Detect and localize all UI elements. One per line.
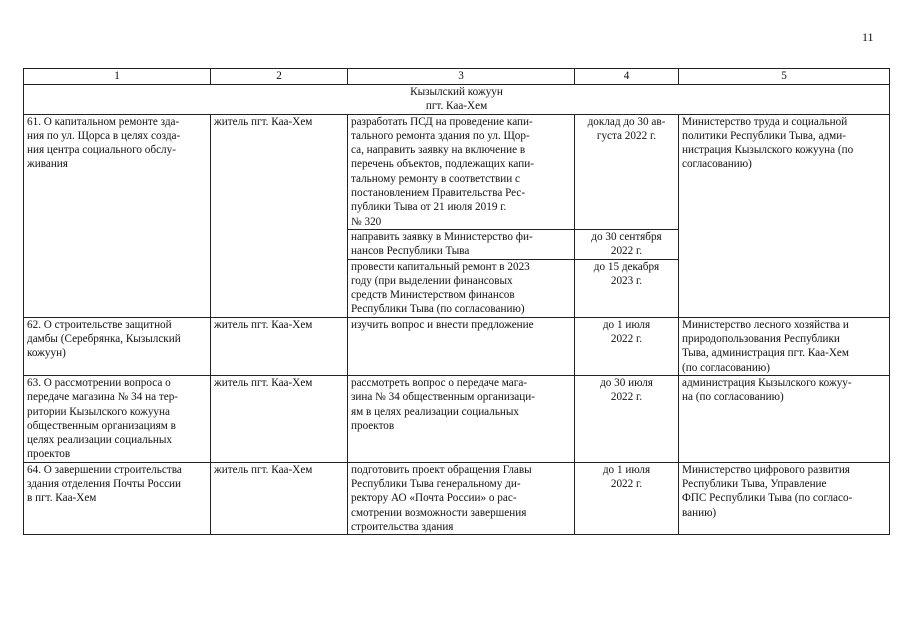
action-cell	[348, 375, 575, 462]
cell-line: зина № 34 общественным организаци-	[351, 391, 535, 404]
item-cell	[24, 462, 211, 534]
cell-line: 61. О капитальном ремонте зда-	[27, 115, 180, 128]
table-row	[24, 375, 890, 462]
cell-line: строительства здания	[351, 520, 454, 533]
cell-line: постановлением Правительства Рес-	[351, 187, 526, 200]
table-row	[24, 317, 890, 375]
cell-line: разработать ПСД на проведение капи-	[351, 115, 533, 128]
page-number: 11	[862, 30, 874, 44]
action-cell	[348, 114, 575, 229]
cell-line: направить заявку в Министерство фи-	[351, 230, 533, 243]
cell-line: провести капитальный ремонт в 2023	[351, 260, 530, 273]
cell-line: 2022 г.	[610, 478, 643, 491]
column-number-5: 5	[679, 69, 890, 85]
cell-line: Министерство труда и социальной	[682, 115, 848, 128]
deadline-cell	[575, 114, 679, 229]
initiator-cell	[211, 317, 348, 375]
deadline-cell	[575, 317, 679, 375]
cell-line: ния по ул. Щорса в целях созда-	[27, 129, 181, 142]
cell-line: рассмотреть вопрос о передаче мага-	[351, 376, 528, 389]
cell-line: до 30 июля	[600, 376, 653, 389]
cell-line: передаче магазина № 34 на тер-	[27, 391, 179, 404]
cell-line: (по согласованию)	[682, 361, 770, 374]
cell-line: проектов	[351, 419, 395, 432]
deadline-cell	[575, 462, 679, 534]
cell-line: на (по согласованию)	[682, 391, 784, 404]
action-cell	[348, 317, 575, 375]
deadline-cell	[575, 229, 679, 259]
cell-line: до 1 июля	[602, 318, 651, 331]
cell-line: житель пгт. Каа-Хем	[214, 115, 313, 128]
cell-line: изучить вопрос и внести предложение	[351, 318, 534, 331]
cell-line: нистрация Кызылского кожууна (по	[682, 144, 854, 157]
cell-line: 62. О строительстве защитной	[27, 318, 172, 331]
item-cell	[24, 114, 211, 317]
region-header	[24, 85, 890, 115]
cell-line: ФПС Республики Тыва (по согласо-	[682, 492, 853, 505]
cell-line: общественным организациям в	[27, 419, 176, 432]
responsible-cell	[679, 462, 890, 534]
cell-line: 64. О завершении строительства	[27, 463, 182, 476]
cell-line: году (при выделении финансовых	[351, 274, 513, 287]
cell-line: 2022 г.	[610, 333, 643, 346]
cell-line: здания отделения Почты России	[27, 478, 182, 491]
column-number-2: 2	[211, 69, 348, 85]
action-cell	[348, 462, 575, 534]
cell-line: ванию)	[682, 506, 717, 519]
cell-line: целях реализации социальных	[27, 434, 172, 447]
cell-line: дамбы (Серебрянка, Кызылский	[27, 333, 181, 346]
deadline-cell	[575, 259, 679, 317]
cell-line: Министерство цифрового развития	[682, 463, 850, 476]
cell-line: до 30 сентября	[591, 230, 662, 243]
cell-line: администрация Кызылского кожуу-	[682, 376, 852, 389]
region-name: Кызылский кожуун	[410, 86, 503, 98]
cell-line: подготовить проект обращения Главы	[351, 463, 532, 476]
region-row	[24, 85, 890, 115]
cell-line: 2022 г.	[610, 391, 643, 404]
cell-line: са, направить заявку на включение в	[351, 144, 526, 157]
column-number-3: 3	[348, 69, 575, 85]
cell-line: согласованию)	[682, 158, 752, 171]
cell-line: густа 2022 г.	[596, 129, 657, 142]
cell-line: проектов	[27, 448, 71, 461]
table-row	[24, 114, 890, 229]
column-number-row	[24, 69, 890, 85]
item-cell	[24, 317, 211, 375]
cell-line: 2022 г.	[610, 245, 643, 258]
cell-line: природопользования Республики	[682, 333, 840, 346]
cell-line: кожуун)	[27, 347, 66, 360]
cell-line: житель пгт. Каа-Хем	[214, 376, 313, 389]
column-number-4: 4	[575, 69, 679, 85]
cell-line: тального ремонта здания по ул. Щор-	[351, 129, 530, 142]
column-number-1: 1	[24, 69, 211, 85]
cell-line: ректору АО «Почта России» о рас-	[351, 492, 517, 505]
cell-line: ритории Кызылского кожууна	[27, 405, 170, 418]
cell-line: доклад до 30 ав-	[587, 115, 666, 128]
cell-line: политики Республики Тыва, адми-	[682, 129, 846, 142]
responsible-cell	[679, 317, 890, 375]
responsible-cell	[679, 114, 890, 317]
cell-line: живания	[27, 158, 68, 171]
cell-line: нансов Республики Тыва	[351, 245, 470, 258]
cell-line: житель пгт. Каа-Хем	[214, 463, 313, 476]
item-cell	[24, 375, 211, 462]
cell-line: 63. О рассмотрении вопроса о	[27, 376, 171, 389]
cell-line: в пгт. Каа-Хем	[27, 492, 97, 505]
cell-line: до 1 июля	[602, 463, 651, 476]
cell-line: тальному ремонту в соответствии с	[351, 172, 521, 185]
initiator-cell	[211, 114, 348, 317]
initiator-cell	[211, 462, 348, 534]
cell-line: ния центра социального обслу-	[27, 144, 176, 157]
cell-line: средств Министерством финансов	[351, 289, 515, 302]
cell-line: Министерство лесного хозяйства и	[682, 318, 849, 331]
cell-line: № 320	[351, 215, 382, 228]
deadline-cell	[575, 375, 679, 462]
cell-line: Республики Тыва (по согласованию)	[351, 303, 525, 316]
region-settlement: пгт. Каа-Хем	[425, 100, 488, 113]
action-cell	[348, 259, 575, 317]
cell-line: житель пгт. Каа-Хем	[214, 318, 313, 331]
document-table	[23, 68, 890, 535]
cell-line: ям в целях реализации социальных	[351, 405, 520, 418]
cell-line: 2023 г.	[610, 274, 643, 287]
initiator-cell	[211, 375, 348, 462]
responsible-cell	[679, 375, 890, 462]
cell-line: Республики Тыва, Управление	[682, 478, 827, 491]
cell-line: до 15 декабря	[593, 260, 660, 273]
cell-line: публики Тыва от 21 июля 2019 г.	[351, 201, 507, 214]
table-row	[24, 462, 890, 534]
cell-line: смотрении возможности завершения	[351, 506, 527, 519]
cell-line: Тыва, администрация пгт. Каа-Хем	[682, 347, 849, 360]
cell-line: Республики Тыва генеральному ди-	[351, 478, 521, 491]
action-cell	[348, 229, 575, 259]
cell-line: перечень объектов, подлежащих капи-	[351, 158, 534, 171]
